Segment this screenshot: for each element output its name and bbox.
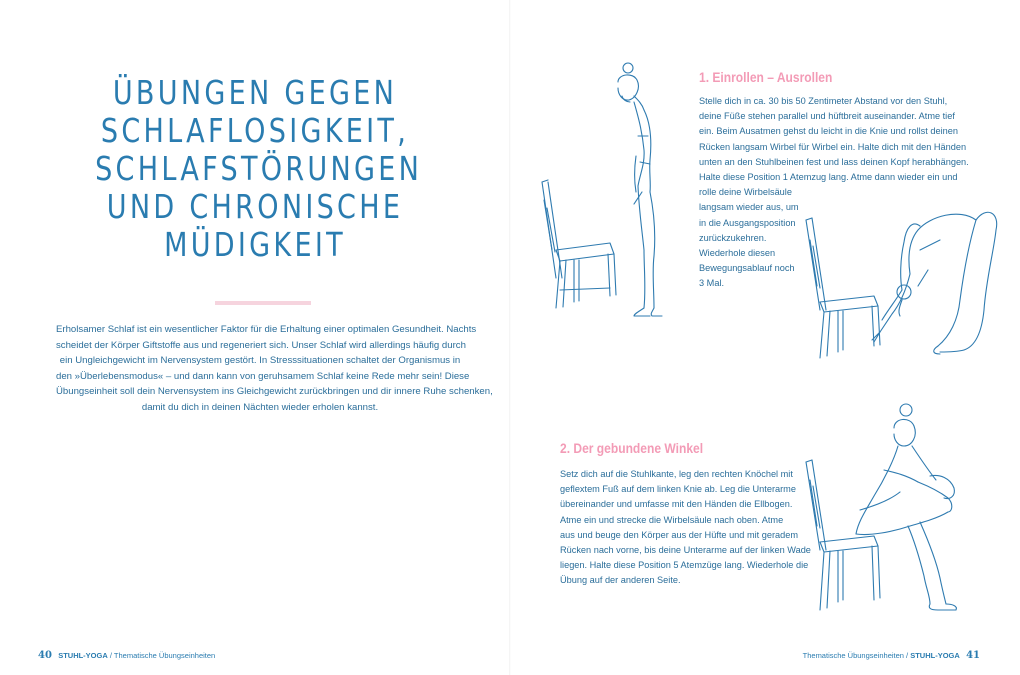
folio-separator: / [107,651,114,660]
exercise-1-line: in die Ausgangsposition [699,217,796,228]
chair-drawing [806,460,880,610]
page-title [95,73,423,264]
exercise-1-heading: 1. Einrollen – Ausrollen [699,69,833,85]
exercise-1-line: zurückzukehren. [699,232,767,243]
page-number-right: 41 [966,650,980,661]
intro-line: Erholsamer Schlaf ist ein wesentlicher Faktor für die Erhaltung einer optimalen Gesundheit. Nachts [56,324,477,335]
exercise-2-line: Atme ein und strecke die Wirbelsäule nach oben. Atme [560,514,784,525]
title-line: UND CHRONISCHE [106,187,404,226]
folio-section: Thematische Übungseinheiten [802,651,904,660]
page-number-left: 40 [38,650,52,661]
standing-figure-illustration [538,60,688,320]
exercise-2-line: Setz dich auf die Stuhlkante, leg den rechten Knöchel mit [560,469,793,479]
decorative-rule [215,301,311,305]
chair-drawing [542,180,616,308]
exercise-2-heading: 2. Der gebundene Winkel [560,440,704,456]
exercise-1-line: Halte diese Position 1 Atemzug lang. Atme dann wieder ein und [699,172,958,183]
folio-book-title: STUHL-YOGA [58,651,108,660]
seated-pose-illustration [800,400,970,615]
exercise-1-line: Wiederhole diesen [699,248,776,259]
page-gutter [509,0,511,675]
exercise-2-line: aus und beuge den Körper aus der Hüfte und mit geradem [560,529,799,540]
intro-line: ein Ungleichgewicht im Nervensystem gestört. In Stresssituationen schaltet der Organismus in [59,355,461,366]
folio-book-title: STUHL-YOGA [910,651,960,660]
exercise-1-line: Stelle dich in ca. 30 bis 50 Zentimeter Abstand vor den Stuhl, [699,96,948,106]
exercise-1-line: Rücken langsam Wirbel für Wirbel ein. Halte dich mit den Händen [699,141,967,152]
title-line: SCHLAFLOSIGKEIT, [100,111,410,150]
exercise-2-line: Übung auf der anderen Seite. [560,575,681,586]
intro-line: scheidet der Körper Giftstoffe aus und regeneriert sich. Unser Schlaf wird allerdings häufig durch [56,339,466,351]
folio-separator: / [903,651,911,660]
intro-line: Übungseinheit soll dein Nervensystem ins Gleichgewicht zurückbringen und dir innere Ruhe schenken, [56,386,493,397]
folio-right [803,650,980,661]
exercise-1-line: Bewegungsablauf noch [699,263,795,274]
exercise-1-line: ein. Beim Ausatmen gehst du leicht in die Knie und rollst deinen [699,126,958,137]
woman-figure [856,404,956,610]
exercise-2-text [560,467,811,589]
title-line: SCHLAFSTÖRUNGEN [95,149,423,188]
exercise-2-line: geflextem Fuß auf dem linken Knie ab. Leg die Unterarme [560,484,796,495]
exercise-2-line: liegen. Halte diese Position 5 Atemzüge lang. Wiederhole die [560,560,809,571]
exercise-2-line: Rücken nach vorne, bis deine Unterarme auf der linken Wade [560,545,811,556]
exercise-1-line: rolle deine Wirbelsäule [699,187,792,198]
intro-paragraph [56,322,493,415]
title-line: MÜDIGKEIT [164,225,346,264]
woman-figure [618,63,662,316]
intro-line: den »Überlebensmodus« – und dann kann von geruhsamem Schlaf keine Rede mehr sein! Diese [56,370,470,382]
exercise-1-line: 3 Mal. [699,278,725,289]
intro-line: damit du dich in deinen Nächten wieder erholen kannst. [141,401,379,413]
exercise-1-line: unten an den Stuhlbeinen fest und lass deinen Kopf herabhängen. [699,156,969,167]
exercise-1-line: langsam wieder aus, um [699,202,799,213]
folio-section: Thematische Übungseinheiten [113,651,216,660]
exercise-2-line: übereinander und umfasse mit den Händen die Ellbogen. [560,499,793,510]
exercise-1-text [699,94,969,292]
exercise-1-line: deine Füße stehen parallel und hüftbreit auseinander. Atme tief [699,111,955,122]
title-line: ÜBUNGEN GEGEN [112,73,398,112]
folio-left [38,650,215,661]
